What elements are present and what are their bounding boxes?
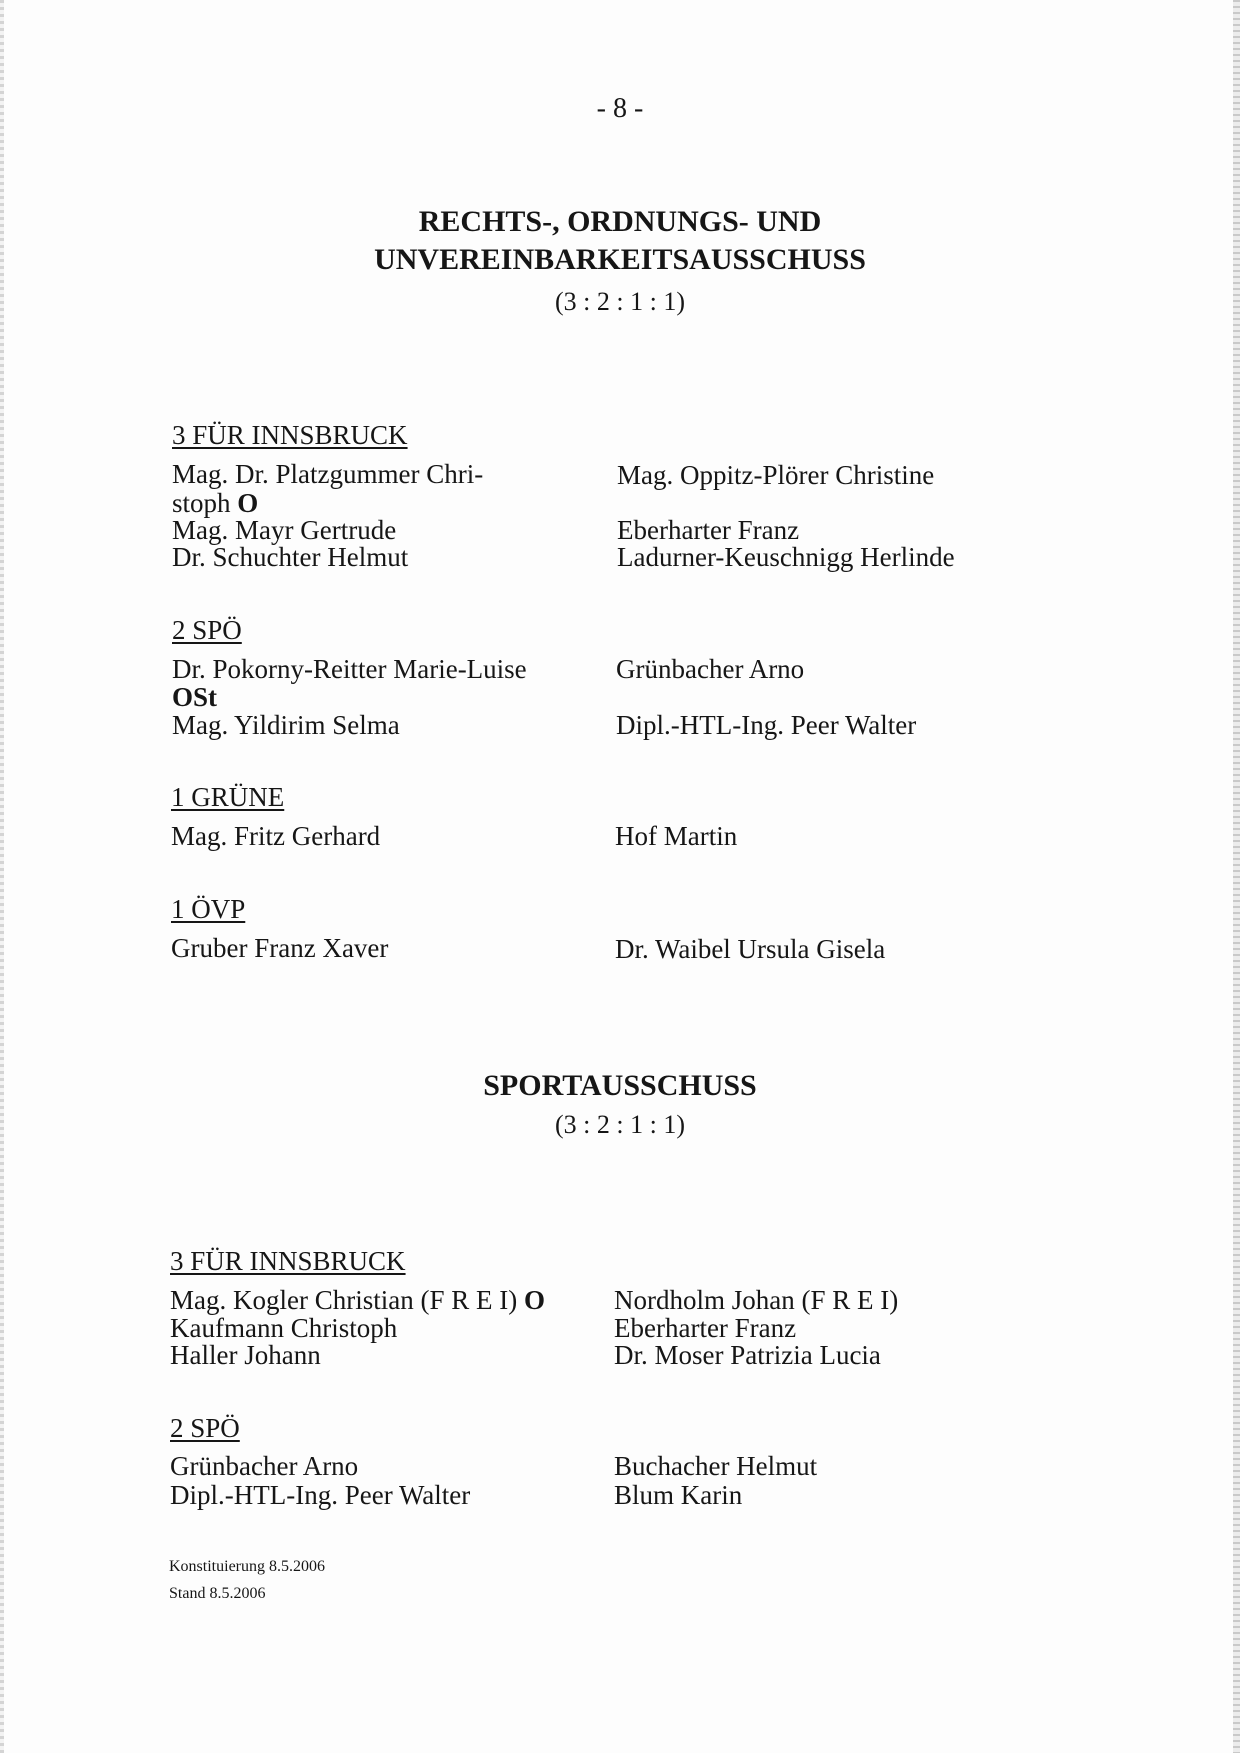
member-left: Haller Johann bbox=[170, 1340, 321, 1370]
chair-marker: O bbox=[523, 1285, 545, 1315]
group-title: 1 ÖVP bbox=[171, 894, 246, 924]
member-left: Dipl.-HTL-Ing. Peer Walter bbox=[170, 1480, 471, 1510]
member-left: Kaufmann Christoph bbox=[170, 1313, 398, 1343]
committee-1-ratio: (3 : 2 : 1 : 1) bbox=[555, 287, 685, 316]
member-left: stoph O bbox=[172, 488, 259, 518]
member-right: Blum Karin bbox=[614, 1480, 743, 1510]
member-left: Grünbacher Arno bbox=[170, 1451, 359, 1481]
committee-1-title-line-2: UNVEREINBARKEITSAUSSCHUSS bbox=[374, 243, 866, 276]
group-title: 3 FÜR INNSBRUCK bbox=[172, 420, 408, 450]
member-right: Nordholm Johan (F R E I) bbox=[614, 1285, 899, 1315]
group-title: 1 GRÜNE bbox=[171, 782, 285, 812]
member-right: Dr. Moser Patrizia Lucia bbox=[614, 1340, 881, 1370]
member-right: Grünbacher Arno bbox=[616, 654, 805, 684]
member-left: Mag. Fritz Gerhard bbox=[171, 821, 381, 851]
member-left: Gruber Franz Xaver bbox=[171, 933, 389, 963]
member-right: Buchacher Helmut bbox=[614, 1451, 818, 1481]
member-right: Mag. Oppitz-Plörer Christine bbox=[617, 460, 935, 490]
member-right: Eberharter Franz bbox=[614, 1313, 797, 1343]
member-left: Mag. Mayr Gertrude bbox=[172, 515, 397, 545]
chair-marker: O bbox=[237, 488, 259, 518]
scan-edge-left bbox=[0, 0, 4, 1753]
member-left: Mag. Yildirim Selma bbox=[172, 710, 400, 740]
member-right: Ladurner-Keuschnigg Herlinde bbox=[617, 542, 955, 572]
committee-2-ratio: (3 : 2 : 1 : 1) bbox=[555, 1110, 685, 1139]
footer-status-date: Stand 8.5.2006 bbox=[169, 1585, 266, 1602]
member-left: Mag. Kogler Christian (F R E I) O bbox=[170, 1285, 545, 1315]
group-title: 3 FÜR INNSBRUCK bbox=[170, 1246, 406, 1276]
member-left: Dr. Pokorny-Reitter Marie-Luise bbox=[172, 654, 527, 684]
role-marker: OSt bbox=[172, 682, 218, 712]
committee-1-title-line-1: RECHTS-, ORDNUNGS- UND bbox=[418, 205, 822, 238]
scan-edge-right bbox=[1233, 0, 1240, 1753]
member-left: Dr. Schuchter Helmut bbox=[172, 542, 409, 572]
group-title: 2 SPÖ bbox=[170, 1413, 240, 1443]
footer-constitution-date: Konstituierung 8.5.2006 bbox=[169, 1558, 325, 1575]
committee-2-title: SPORTAUSSCHUSS bbox=[483, 1069, 757, 1102]
page-number: - 8 - bbox=[596, 93, 644, 124]
member-left: Mag. Dr. Platzgummer Chri- bbox=[172, 459, 484, 489]
member-right: Dr. Waibel Ursula Gisela bbox=[615, 934, 886, 964]
group-title: 2 SPÖ bbox=[172, 615, 242, 645]
member-right: Dipl.-HTL-Ing. Peer Walter bbox=[616, 710, 917, 740]
member-right: Hof Martin bbox=[615, 821, 738, 851]
member-right: Eberharter Franz bbox=[617, 515, 800, 545]
